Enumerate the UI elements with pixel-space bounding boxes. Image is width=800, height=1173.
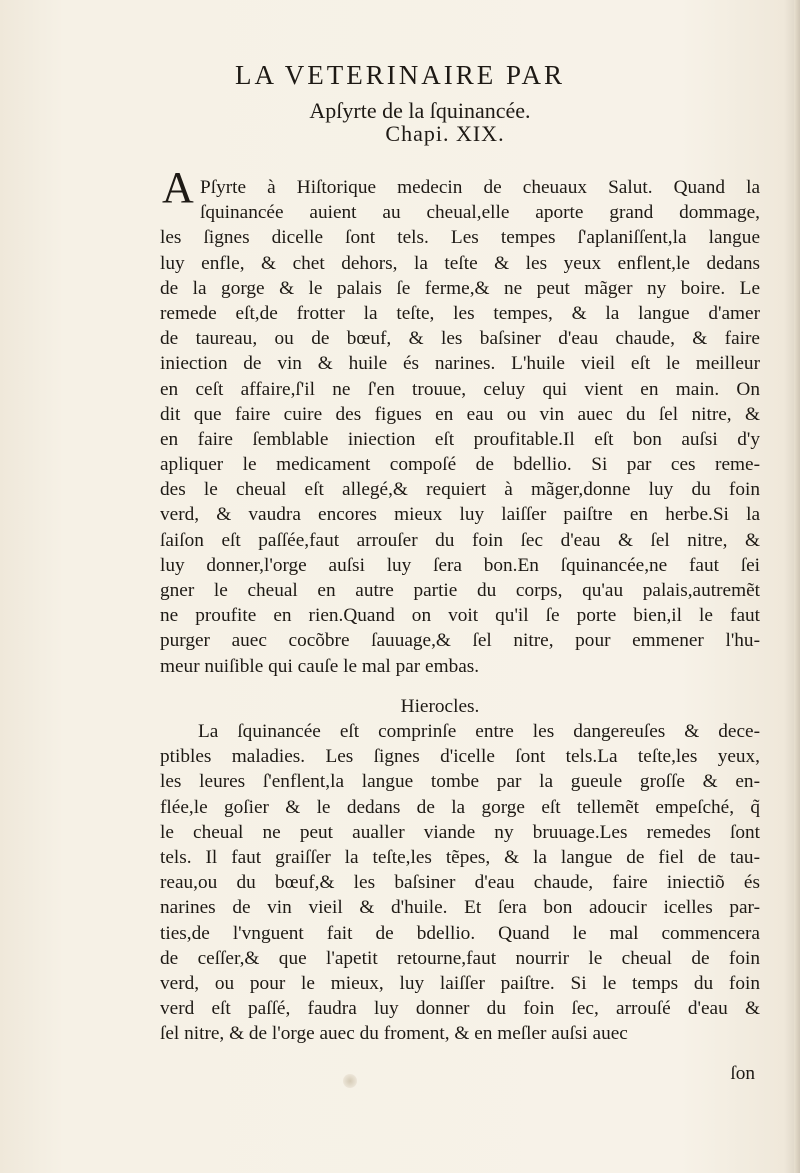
text-line: narines de vin vieil & d'huile. Et ſera bon adoucir icelles par- [160, 897, 760, 919]
page-edge [794, 0, 800, 1173]
text-line: de la gorge & le palais ſe ferme,& ne peut mãger ny boire. Le [160, 277, 760, 299]
text-line: gner le cheual en autre partie du corps, qu'au palais,autremẽt [160, 580, 760, 601]
text-line: tels. Il faut graiſſer la teſte,les tẽpes, & la langue de fiel de tau- [160, 846, 760, 868]
text-line: purger auec cocõbre ſauuage,& ſel nitre, pour emmener l'hu- [160, 630, 760, 652]
text-line: reau,ou du bœuf,& les baſsiner d'eau chaude, faire iniectiõ és [160, 872, 760, 894]
text-line: ties,de l'vnguent fait de bdellio. Quand le mal commencera [160, 922, 760, 944]
chapter-number: Chapi. XIX. [385, 121, 505, 146]
text-line: ſel nitre, & de l'orge auec du froment, & en meſler auſsi auec [160, 1023, 628, 1045]
text-line: luy donner,l'orge auſsi luy ſera bon.En ſquinancée,ne faut ſei [160, 554, 760, 576]
text-line: des le cheual eſt allegé,& requiert à mãger,donne luy du foin [160, 479, 760, 501]
text-line: luy enfle, & chet dehors, la teſte & les yeux enflent,le dedans [160, 252, 760, 274]
text-line: dit que faire cuire des figues en eau ou vin auec du ſel nitre, & [160, 403, 760, 425]
text-line: de taureau, ou de bœuf, & les baſsiner d'eau chaude, & faire [160, 328, 760, 350]
catchword: ſon [730, 1063, 755, 1084]
text-line: apliquer le medicament compoſé de bdellio. Si par ces reme- [160, 454, 760, 476]
text-line: flée,le goſier & le dedans de la gorge eſt tellemẽt empeſché, q̃ [160, 796, 760, 818]
text-line: ſaiſon eſt paſſée,faut arrouſer du foin ſec d'eau & ſel nitre, & [160, 529, 760, 551]
text-line: verd, ou pour le mieux, luy laiſſer paiſtre. Si le temps du foin [160, 972, 760, 994]
running-head: LA VETERINAIRE PAR [234, 60, 566, 90]
text-line: les ſignes dicelle ſont tels. Les tempes ſ'aplaniſſent,la langue [160, 227, 760, 249]
text-line: les leures ſ'enflent,la langue tombe par la gueule groſſe & en- [160, 771, 760, 793]
sub-heading-hierocles: Hierocles. [400, 696, 480, 717]
text-line: verd, & vaudra encores mieux luy laiſſer paiſtre en herbe.Si la [160, 504, 760, 526]
text-line: La ſquinancée eſt comprinſe entre les dangereuſes & dece- [198, 721, 760, 742]
paragraph-apsyrte [160, 175, 760, 679]
drop-cap: A [162, 163, 194, 212]
text-line: le cheual ne peut aualler viande ny bruuage.Les remedes ſont [160, 821, 760, 843]
text-line: iniection de vin & huile és narines. L'huile vieil eſt le meilleur [160, 353, 760, 375]
text-line: de ceſſer,& que l'apetit retourne,faut nourrir le cheual de foin [160, 947, 760, 969]
text-line: ſquinancée auient au cheual,elle aporte grand dommage, [200, 202, 760, 224]
text-line: en faire ſemblable iniection eſt proufitable.Il eſt bon auſsi d'y [160, 428, 760, 450]
chapter-title: Apſyrte de la ſquinancée. [309, 98, 531, 123]
text-line: Pſyrte à Hiſtorique medecin de cheuaux Salut. Quand la [200, 177, 760, 198]
text-line: ne proufite en rien.Quand on voit qu'il ſe porte bien,il le faut [160, 605, 760, 627]
text-line: remede eſt,de frotter la teſte, les tempes, & la langue d'amer [160, 302, 760, 324]
paragraph-hierocles [160, 719, 760, 1046]
text-line: verd eſt paſſé, faudra luy donner du foin ſec, arrouſé d'eau & [160, 998, 760, 1020]
text-line: meur nuiſible qui cauſe le mal par embas. [160, 655, 480, 677]
ink-stain [343, 1074, 357, 1088]
text-line: en ceſt affaire,ſ'il ne ſ'en trouue, celuy qui vient en main. On [160, 378, 760, 400]
text-line: ptibles maladies. Les ſignes d'icelle ſont tels.La teſte,les yeux, [160, 746, 760, 768]
